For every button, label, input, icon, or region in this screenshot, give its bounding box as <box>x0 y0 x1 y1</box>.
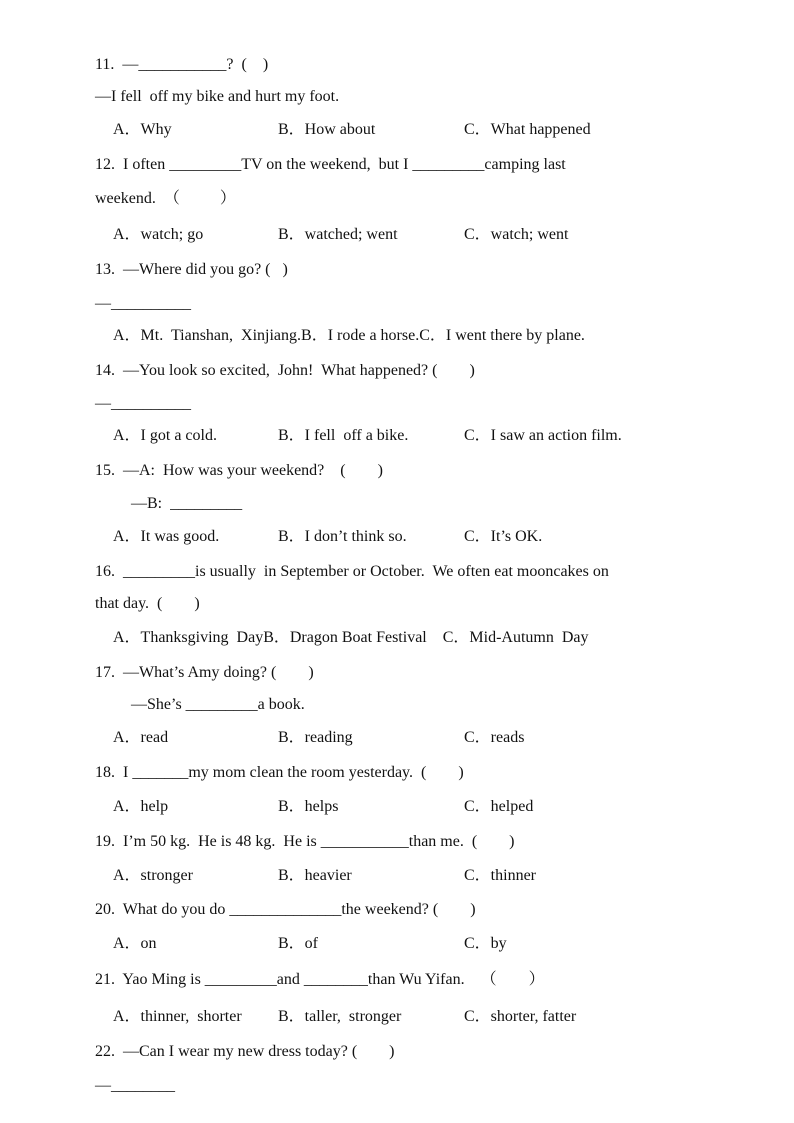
question-17-option-a[interactable]: A．read <box>113 729 169 746</box>
question-14-prompt: 14. —You look so excited, John! What happened? ( ) <box>95 362 475 379</box>
question-16-prompt: 16. _________is usually in September or October. We often eat mooncakes on <box>95 563 609 580</box>
question-15-option-a[interactable]: A．It was good. <box>113 528 220 545</box>
question-16-prompt-continued: that day. ( ) <box>95 595 200 612</box>
question-19-prompt: 19. I’m 50 kg. He is 48 kg. He is ___________than me. ( ) <box>95 833 515 850</box>
question-21-option-b[interactable]: B．taller, stronger <box>278 1008 402 1025</box>
question-17-option-b[interactable]: B．reading <box>278 729 353 746</box>
question-22-prompt: 22. —Can I wear my new dress today? ( ) <box>95 1043 395 1060</box>
question-12-prompt-continued: weekend. （ ） <box>95 190 236 207</box>
question-17-prompt: 17. —What’s Amy doing? ( ) <box>95 664 314 681</box>
question-18-option-b[interactable]: B．helps <box>278 798 339 815</box>
question-14-option-c[interactable]: C．I saw an action film. <box>464 427 622 444</box>
question-20-option-a[interactable]: A．on <box>113 935 157 952</box>
question-13-options[interactable]: A．Mt. Tianshan, Xinjiang.B．I rode a horse.C．I went there by plane. <box>113 327 585 344</box>
question-11-answer-line: —I fell off my bike and hurt my foot. <box>95 88 340 105</box>
question-20-option-b[interactable]: B．of <box>278 935 319 952</box>
question-11-prompt: 11. —___________? ( ) <box>95 56 269 73</box>
question-12-prompt: 12. I often _________TV on the weekend, but I _________camping last <box>95 156 566 173</box>
question-21-prompt: 21. Yao Ming is _________and ________than Wu Yifan. （ ） <box>95 971 545 988</box>
question-21-option-a[interactable]: A．thinner, shorter <box>113 1008 242 1025</box>
question-15-prompt: 15. —A: How was your weekend? ( ) <box>95 462 383 479</box>
question-17-answer-line: —She’s _________a book. <box>131 696 305 713</box>
question-20-option-c[interactable]: C．by <box>464 935 507 952</box>
question-19-option-a[interactable]: A．stronger <box>113 867 193 884</box>
question-16-options[interactable]: A．Thanksgiving DayB．Dragon Boat Festival C．Mid-Autumn Day <box>113 629 589 646</box>
question-19-option-b[interactable]: B．heavier <box>278 867 352 884</box>
question-11-option-c[interactable]: C．What happened <box>464 121 591 138</box>
question-21-option-c[interactable]: C．shorter, fatter <box>464 1008 577 1025</box>
question-11-option-a[interactable]: A．Why <box>113 121 172 138</box>
question-12-option-a[interactable]: A．watch; go <box>113 226 204 243</box>
question-12-option-b[interactable]: B．watched; went <box>278 226 398 243</box>
question-20-prompt: 20. What do you do ______________the weekend? ( ) <box>95 901 476 918</box>
question-14-option-a[interactable]: A．I got a cold. <box>113 427 217 444</box>
question-14-answer-line: —__________ <box>95 395 191 412</box>
question-15-option-c[interactable]: C．It’s OK. <box>464 528 543 545</box>
question-14-option-b[interactable]: B．I fell off a bike. <box>278 427 409 444</box>
question-11-option-b[interactable]: B．How about <box>278 121 376 138</box>
question-15-option-b[interactable]: B．I don’t think so. <box>278 528 407 545</box>
question-18-prompt: 18. I _______my mom clean the room yesterday. ( ) <box>95 764 464 781</box>
question-13-answer-line: —__________ <box>95 295 191 312</box>
question-17-option-c[interactable]: C．reads <box>464 729 525 746</box>
question-18-option-c[interactable]: C．helped <box>464 798 534 815</box>
question-19-option-c[interactable]: C．thinner <box>464 867 536 884</box>
question-12-option-c[interactable]: C．watch; went <box>464 226 569 243</box>
question-22-answer-line: —________ <box>95 1077 175 1094</box>
question-15-answer-line: —B: _________ <box>131 495 243 512</box>
question-13-prompt: 13. —Where did you go? ( ) <box>95 261 288 278</box>
question-18-option-a[interactable]: A．help <box>113 798 169 815</box>
